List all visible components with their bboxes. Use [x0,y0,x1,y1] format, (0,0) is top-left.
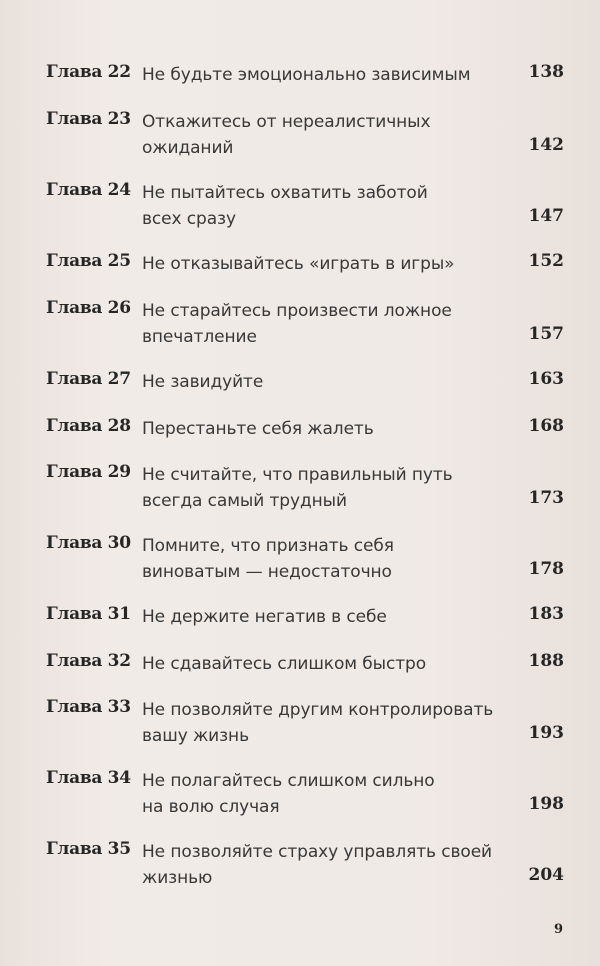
chapter-title [142,604,512,630]
chapter-label: Глава 31 [46,604,131,624]
chapter-page-number: 138 [528,62,564,82]
chapter-label: Глава 28 [46,416,131,436]
chapter-title-line: Не считайте, что правильный путь [142,465,453,485]
chapter-title-line: Откажитесь от нереалистичных [142,112,431,132]
chapter-page-number: 152 [528,251,564,271]
chapter-title-line: Не старайтесь произвести ложное [142,301,452,321]
chapter-title-line: Не полагайтесь слишком сильно [142,771,435,791]
chapter-title [142,298,512,350]
chapter-label: Глава 27 [46,369,131,389]
chapter-page-number: 142 [528,135,564,155]
chapter-title-line: Не пытайтесь охватить заботой [142,183,428,203]
chapter-page-number: 147 [528,206,564,226]
chapter-title [142,697,512,749]
chapter-label: Глава 29 [46,462,131,482]
chapter-title-line: Не завидуйте [142,372,264,392]
chapter-page-number: 163 [528,369,564,389]
chapter-page-number: 204 [528,865,564,885]
chapter-label: Глава 34 [46,768,131,788]
chapter-title [142,369,512,395]
chapter-page-number: 183 [528,604,564,624]
chapter-title-line: на волю случая [142,797,280,817]
chapter-title [142,180,512,232]
chapter-title-line: виноватым — недостаточно [142,562,392,582]
chapter-title [142,462,512,514]
chapter-label: Глава 30 [46,533,131,553]
chapter-label: Глава 24 [46,180,131,200]
chapter-label: Глава 26 [46,298,131,318]
chapter-page-number: 193 [528,723,564,743]
chapter-page-number: 198 [528,794,564,814]
chapter-title-line: Не позволяйте другим контролировать [142,700,494,720]
chapter-label: Глава 25 [46,251,131,271]
chapter-title-line: впечатление [142,327,257,347]
chapter-title-line: Перестаньте себя жалеть [142,419,374,439]
chapter-page-number: 157 [528,324,564,344]
chapter-page-number: 168 [528,416,564,436]
chapter-title-line: Не позволяйте страху управлять своей [142,842,493,862]
chapter-title [142,768,512,820]
chapter-page-number: 188 [528,651,564,671]
chapter-title [142,533,512,585]
chapter-title-line: Не будьте эмоционально зависимым [142,65,471,85]
chapter-label: Глава 22 [46,62,131,82]
chapter-title-line: ожиданий [142,138,234,158]
chapter-title-line: Не держите негатив в себе [142,607,387,627]
chapter-page-number: 173 [528,488,564,508]
chapter-title-line: жизнью [142,868,213,888]
chapter-page-number: 178 [528,559,564,579]
chapter-title-line: всегда самый трудный [142,491,347,511]
chapter-label: Глава 35 [46,839,131,859]
chapter-label: Глава 33 [46,697,131,717]
chapter-title [142,62,512,88]
chapter-title [142,839,512,891]
chapter-title [142,416,512,442]
chapter-title [142,251,512,277]
chapter-title-line: Не сдавайтесь слишком быстро [142,654,427,674]
chapter-label: Глава 23 [46,109,131,129]
chapter-title [142,109,512,161]
page-number-folio: 9 [553,922,563,937]
chapter-title-line: вашу жизнь [142,726,249,746]
chapter-title-line: Помните, что признать себя [142,536,394,556]
chapter-title-line: всех сразу [142,209,236,229]
chapter-title-line: Не отказывайтесь «играть в игры» [142,254,455,274]
chapter-label: Глава 32 [46,651,131,671]
chapter-title [142,651,512,677]
